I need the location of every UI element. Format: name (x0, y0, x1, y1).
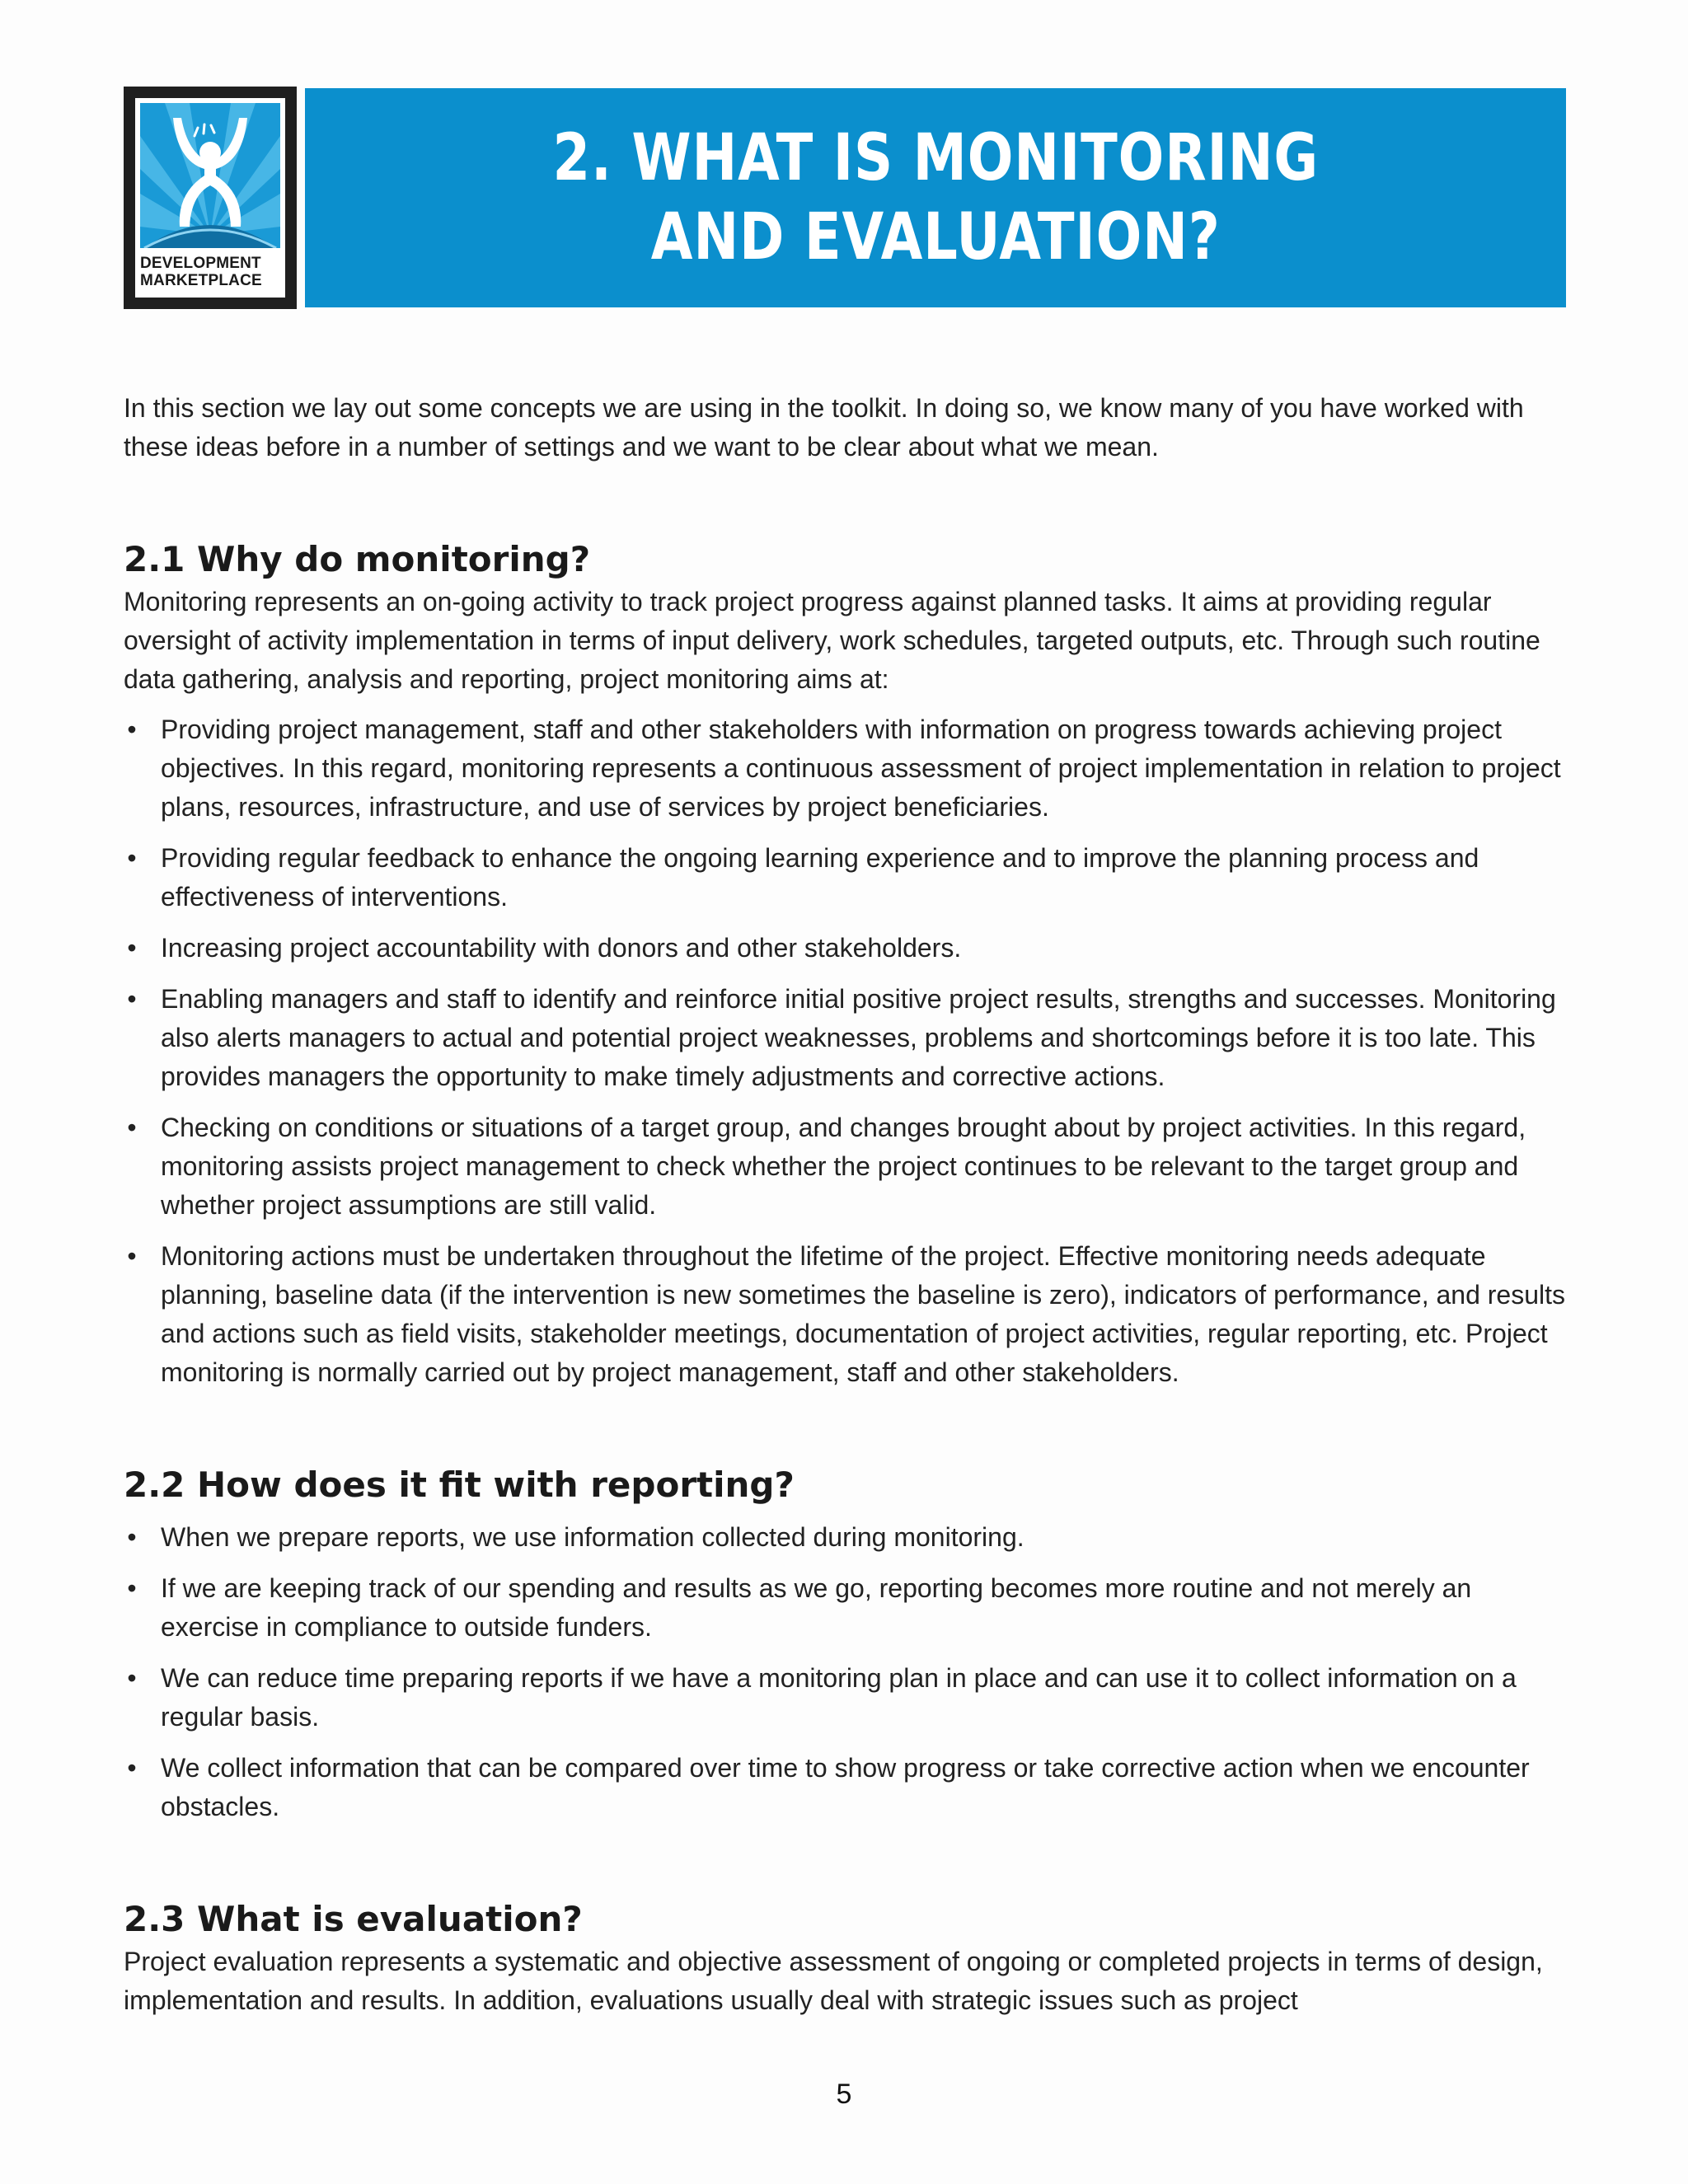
section-heading: 2.1 Why do monitoring? (124, 539, 591, 579)
page-number: 5 (836, 2079, 852, 2110)
list-item (124, 1518, 1566, 1557)
list-item (124, 980, 1566, 1096)
bullet-list (124, 710, 1566, 1392)
list-item (124, 710, 1566, 827)
list-item (124, 1237, 1566, 1392)
section-heading: 2.2 How does it fit with reporting? (124, 1465, 795, 1505)
list-item-text: We collect information that can be compared over time to show progress or take corrective action when we encounter obstacles. (161, 1753, 1530, 1821)
bullet-icon: • (127, 1241, 137, 1271)
logo-wordmark (140, 255, 280, 289)
section-heading: 2.3 What is evaluation? (124, 1899, 583, 1939)
section-evaluation (124, 1898, 1566, 2020)
list-item-text: Enabling managers and staff to identify and reinforce initial positive project results, strengths and successes. Monitoring also alerts managers to actual and potential project weaknesses, problems and shortcomings before it is too late. This provides managers the opportunity to make timely adjustments and corrective actions. (161, 984, 1556, 1091)
list-item-text: Providing project management, staff and other stakeholders with information on progress towards achieving project objectives. In this regard, monitoring represents a continuous assessment of project implementation in relation to project plans, resources, infrastructure, and use of services by project beneficiaries. (161, 715, 1561, 822)
list-item (124, 1659, 1566, 1736)
bullet-icon: • (127, 1522, 137, 1552)
list-item-text: Providing regular feedback to enhance the ongoing learning experience and to improve the planning process and effectiveness of interventions. (161, 843, 1479, 912)
page-header (124, 87, 1566, 309)
bullet-icon: • (127, 1753, 137, 1783)
logo-line-1: DEVELOPMENT (140, 255, 261, 272)
person-arms-raised-icon (140, 103, 280, 248)
list-item (124, 1569, 1566, 1647)
section-why-monitoring (124, 538, 1566, 1392)
title-band (305, 88, 1566, 307)
list-item-text: Monitoring actions must be undertaken throughout the lifetime of the project. Effective monitoring needs adequate planning, baseline data (if the intervention is new sometimes the baseline is zero), indicators of performance, and results and actions such as field visits, stakeholder meetings, documentation of project activities, regular reporting, etc. Project monitoring is normally carried out by project management, staff and other stakeholders. (161, 1241, 1566, 1387)
section-paragraph: Monitoring represents an on-going activity to track project progress against planned tasks. It aims at providing regular oversight of activity implementation in terms of input delivery, work schedules, targeted outputs, etc. Through such routine data gathering, analysis and reporting, project monitoring aims at: (124, 587, 1540, 694)
list-item-text: If we are keeping track of our spending and results as we go, reporting becomes more routine and not merely an exercise in compliance to outside funders. (161, 1573, 1472, 1642)
list-item (124, 929, 1566, 968)
list-item-text: We can reduce time preparing reports if we have a monitoring plan in place and can use it to collect information on a regular basis. (161, 1663, 1517, 1732)
section-reporting (124, 1464, 1566, 1826)
list-item-text: Checking on conditions or situations of a target group, and changes brought about by project activities. In this regard, monitoring assists project management to check whether the project continues to be relevant to the target group and whether project assumptions are still valid. (161, 1113, 1526, 1220)
list-item (124, 1108, 1566, 1225)
bullet-icon: • (127, 1573, 137, 1603)
list-item-text: When we prepare reports, we use information collected during monitoring. (161, 1522, 1025, 1552)
development-marketplace-logo (124, 87, 297, 309)
page-title-line-2: AND EVALUATION? (650, 200, 1221, 274)
section-paragraph: Project evaluation represents a systematic and objective assessment of ongoing or completed projects in terms of design, implementation and results. In addition, evaluations usually deal with strategic issues such as project (124, 1947, 1543, 2015)
page-title-line-1: 2. WHAT IS MONITORING (552, 121, 1319, 195)
bullet-icon: • (127, 984, 137, 1014)
list-item (124, 839, 1566, 916)
list-item-text: Increasing project accountability with donors and other stakeholders. (161, 933, 962, 963)
intro-paragraph: In this section we lay out some concepts we are using in the toolkit. In doing so, we know many of you have worked with these ideas before in a number of settings and we want to be clear about what we mean. (124, 393, 1524, 462)
bullet-list (124, 1518, 1566, 1826)
bullet-icon: • (127, 843, 137, 873)
logo-line-2: MARKETPLACE (140, 272, 262, 289)
bullet-icon: • (127, 933, 137, 963)
bullet-icon: • (127, 1113, 137, 1142)
bullet-icon: • (127, 1663, 137, 1693)
document-body (124, 389, 1566, 2020)
list-item (124, 1749, 1566, 1826)
bullet-icon: • (127, 715, 137, 744)
